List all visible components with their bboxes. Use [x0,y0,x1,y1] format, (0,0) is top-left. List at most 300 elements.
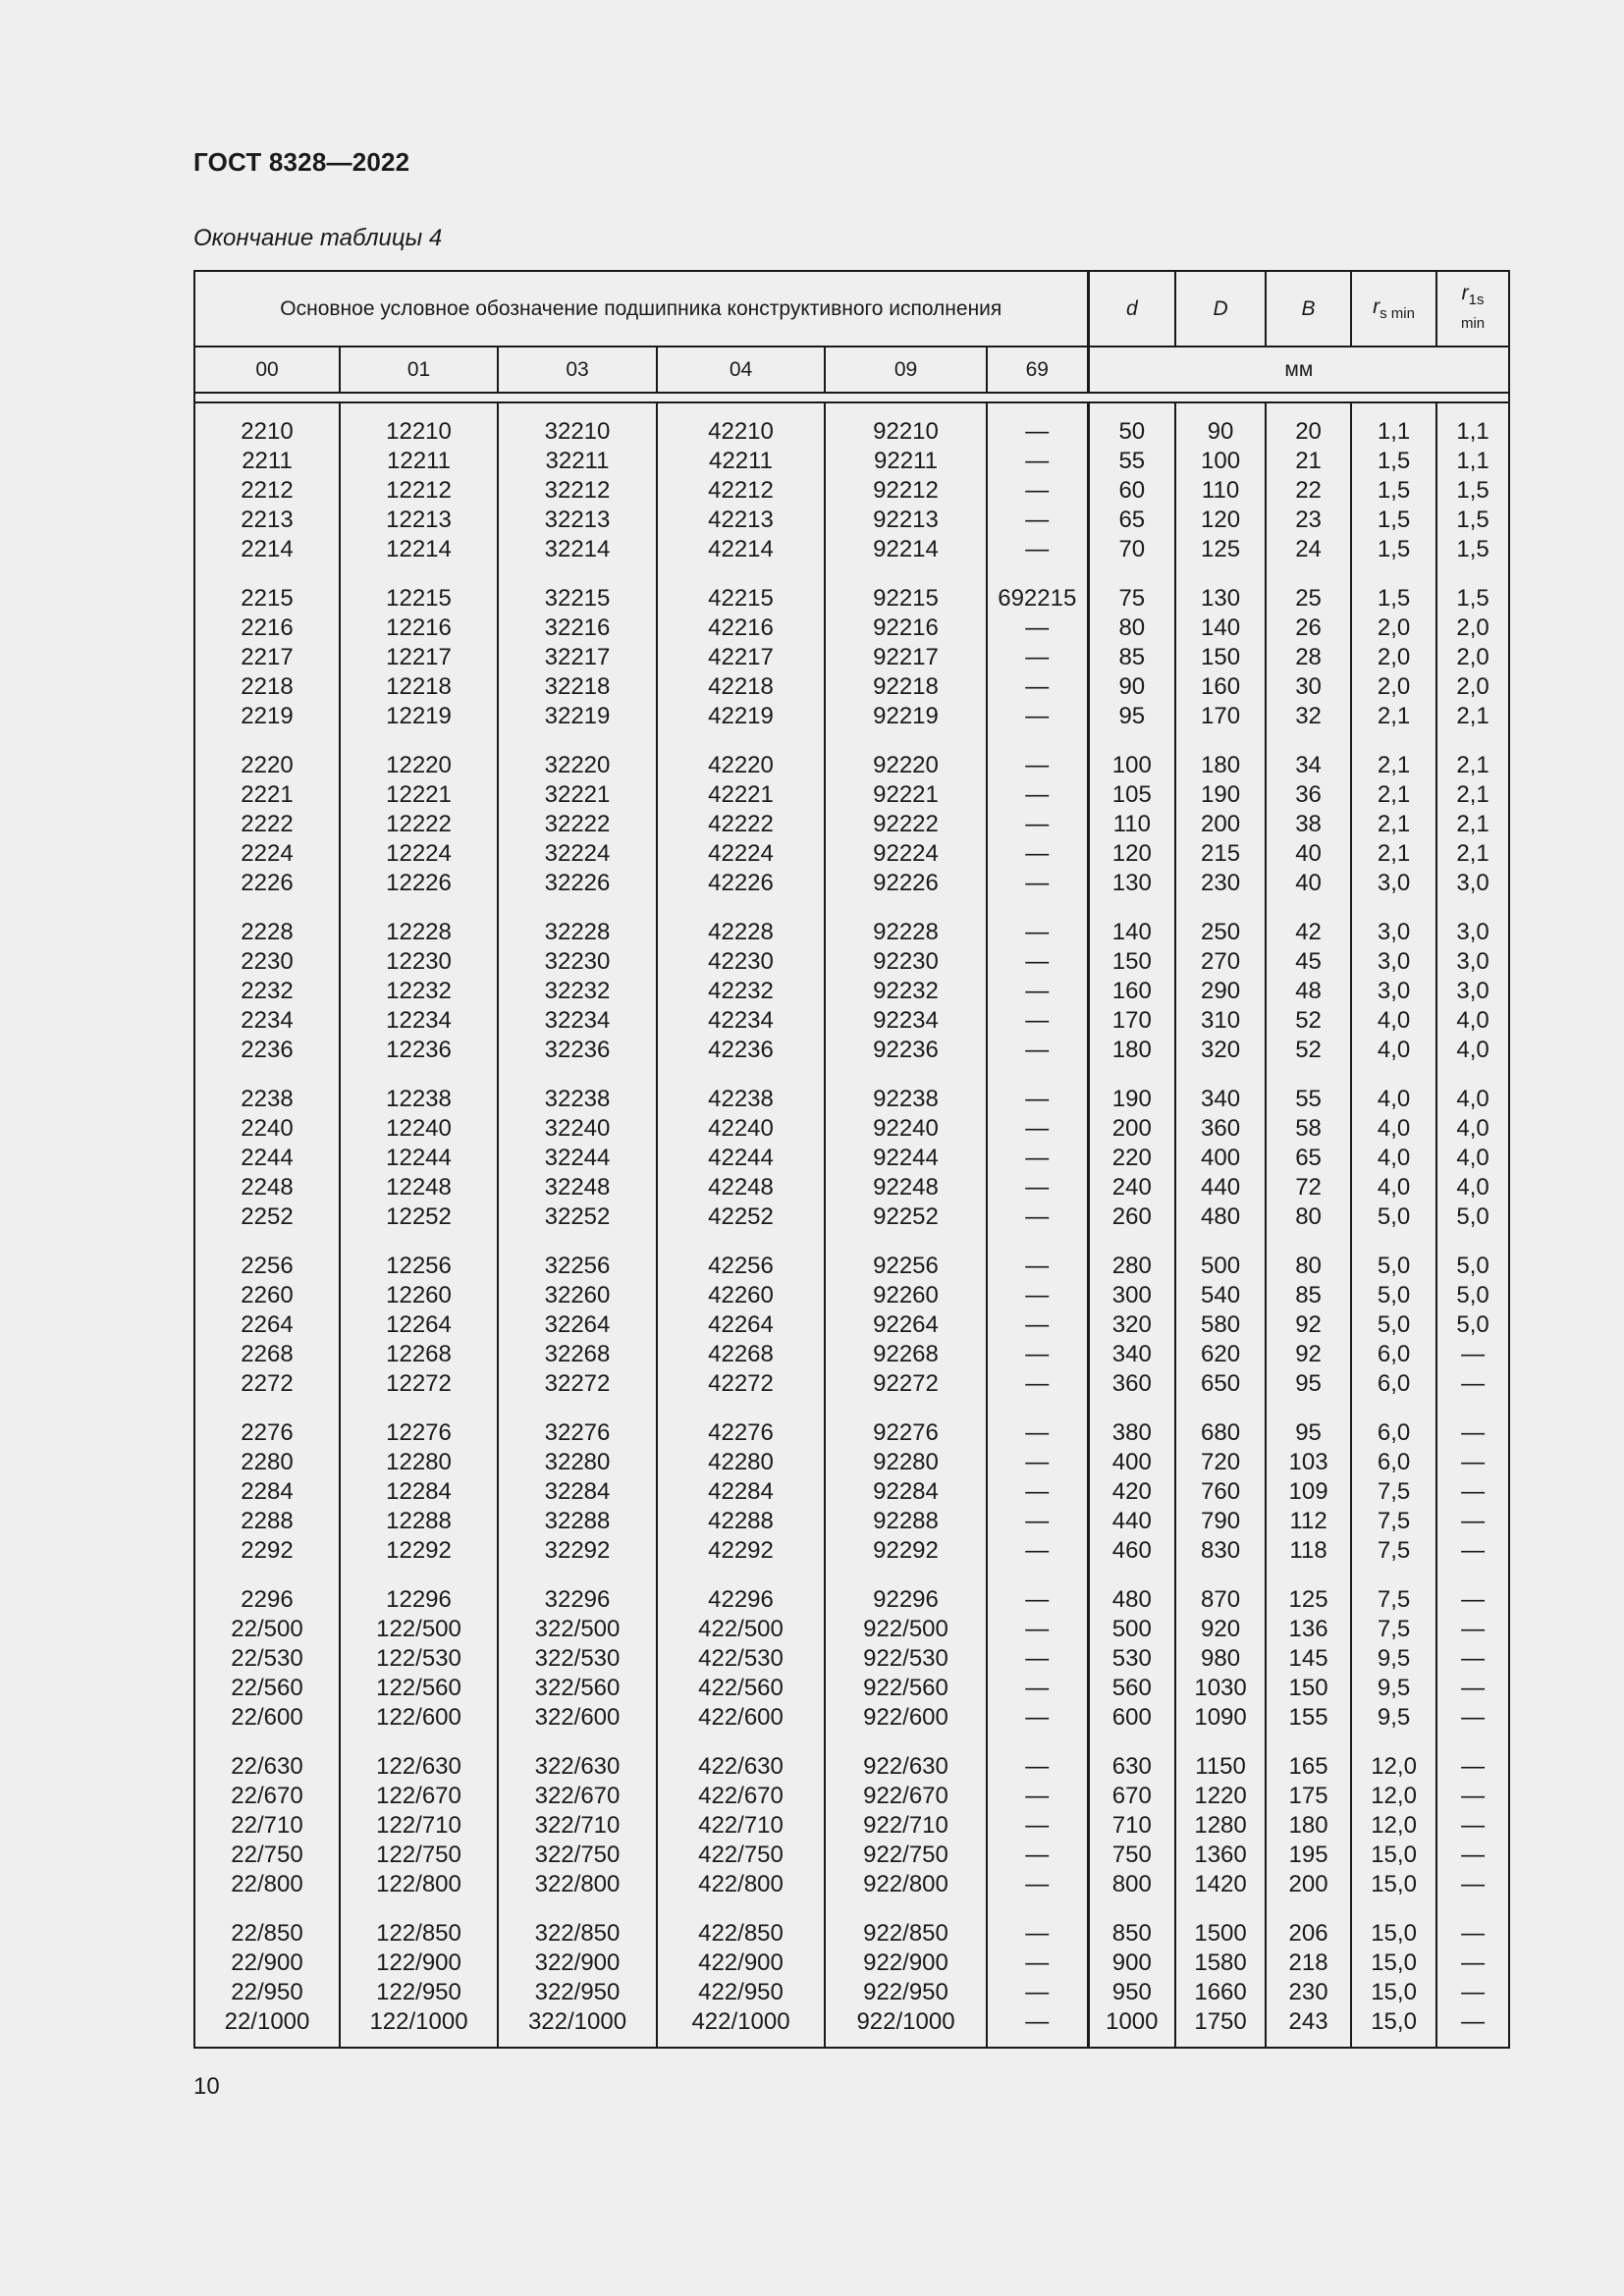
table-cell: — [987,614,1088,643]
table-cell: 2217 [194,643,340,672]
table-cell: 922/500 [825,1615,987,1644]
table-cell: 12219 [340,702,498,731]
table-cell: 530 [1088,1644,1175,1674]
table-cell: 420 [1088,1477,1175,1507]
table-cell: 422/950 [657,1978,825,2007]
table-cell: 32 [1266,702,1351,731]
table-cell: 12272 [340,1369,498,1399]
table-cell: 42244 [657,1144,825,1173]
table-cell: 360 [1088,1369,1175,1399]
table-cell: — [987,1281,1088,1310]
table-cell: 120 [1088,839,1175,869]
table-cell: 42234 [657,1006,825,1036]
table-cell: 922/800 [825,1870,987,1899]
table-cell: 2,1 [1436,810,1509,839]
table-cell: — [1436,1418,1509,1448]
table-cell: 32215 [498,584,657,614]
table-cell: 110 [1088,810,1175,839]
table-cell: 300 [1088,1281,1175,1310]
table-cell: 42240 [657,1114,825,1144]
table-cell: 322/750 [498,1841,657,1870]
table-cell: 1580 [1175,1949,1266,1978]
table-row [194,1841,1509,1870]
table-cell: 125 [1175,535,1266,564]
table-cell: 12,0 [1351,1782,1436,1811]
table-cell: 42212 [657,476,825,506]
table-row [194,476,1509,506]
table-cell: 4,0 [1351,1006,1436,1036]
table-cell: 125 [1266,1585,1351,1615]
table-cell: 1090 [1175,1703,1266,1733]
table-cell: 760 [1175,1477,1266,1507]
table-cell: 830 [1175,1536,1266,1566]
table-row [194,584,1509,614]
table-cell: 42238 [657,1085,825,1114]
table-cell: 2220 [194,751,340,780]
table-cell: 5,0 [1351,1310,1436,1340]
table-row [194,1919,1509,1949]
table-cell: 6,0 [1351,1418,1436,1448]
table-cell: 6,0 [1351,1448,1436,1477]
table-cell: 243 [1266,2007,1351,2037]
table-cell: 270 [1175,947,1266,977]
row-group [194,1418,1509,1566]
table-cell: 2292 [194,1536,340,1566]
table-cell: 155 [1266,1703,1351,1733]
table-cell: — [987,1340,1088,1369]
table-cell: 2222 [194,810,340,839]
table-cell: 422/800 [657,1870,825,1899]
table-cell: 12296 [340,1585,498,1615]
table-cell: 422/1000 [657,2007,825,2037]
table-cell: 12,0 [1351,1811,1436,1841]
table-cell: 26 [1266,614,1351,643]
table-cell: 92228 [825,918,987,947]
table-cell: 2272 [194,1369,340,1399]
table-cell: 5,0 [1351,1281,1436,1310]
table-row [194,506,1509,535]
table-cell: 2,1 [1351,702,1436,731]
table-row [194,643,1509,672]
table-cell: 9,5 [1351,1703,1436,1733]
table-cell: 950 [1088,1978,1175,2007]
table-cell: 12221 [340,780,498,810]
table-cell: 42211 [657,447,825,476]
table-cell: 52 [1266,1036,1351,1065]
table-cell: 92230 [825,947,987,977]
table-cell: 40 [1266,869,1351,898]
table-cell: 2228 [194,918,340,947]
table-cell: 42260 [657,1281,825,1310]
table-cell: 230 [1266,1978,1351,2007]
table-cell: 22/850 [194,1919,340,1949]
table-cell: 9,5 [1351,1644,1436,1674]
table-row [194,1703,1509,1733]
table-cell: — [1436,2007,1509,2037]
table-cell: 42228 [657,918,825,947]
table-cell: 92 [1266,1340,1351,1369]
table-cell: 692215 [987,584,1088,614]
table-row [194,977,1509,1006]
table-cell: 32228 [498,918,657,947]
table-cell: 12252 [340,1202,498,1232]
table-cell: 22/900 [194,1949,340,1978]
table-cell: — [1436,1585,1509,1615]
table-cell: 32211 [498,447,657,476]
table-cell: — [1436,1340,1509,1369]
table-cell: 922/670 [825,1782,987,1811]
table-cell: 12234 [340,1006,498,1036]
table-cell: 30 [1266,672,1351,702]
table-row [194,1281,1509,1310]
table-cell: — [987,1703,1088,1733]
table-cell: 22/630 [194,1752,340,1782]
table-cell: 92252 [825,1202,987,1232]
table-cell: 2214 [194,535,340,564]
table-cell: 42214 [657,535,825,564]
table-cell: 145 [1266,1644,1351,1674]
table-cell: 92232 [825,977,987,1006]
table-cell: 5,0 [1436,1252,1509,1281]
table-cell: 2238 [194,1085,340,1114]
table-cell: 1420 [1175,1870,1266,1899]
header-rs-sub: s min [1380,305,1415,323]
table-cell: 422/750 [657,1841,825,1870]
table-row [194,839,1509,869]
table-cell: 25 [1266,584,1351,614]
table-cell: 12220 [340,751,498,780]
table-cell: 92210 [825,417,987,447]
table-cell: 42226 [657,869,825,898]
table-cell: 12268 [340,1340,498,1369]
table-cell: 322/670 [498,1782,657,1811]
table-cell: 95 [1088,702,1175,731]
row-group [194,1085,1509,1232]
table-cell: 15,0 [1351,1919,1436,1949]
table-cell: — [987,1674,1088,1703]
table-cell: 322/560 [498,1674,657,1703]
table-cell: 42213 [657,506,825,535]
table-cell: 12211 [340,447,498,476]
table-cell: 922/710 [825,1811,987,1841]
table-cell: 160 [1088,977,1175,1006]
table-cell: — [987,1978,1088,2007]
table-cell: — [987,1782,1088,1811]
table-cell: — [987,1173,1088,1202]
table-cell: — [987,535,1088,564]
table-cell: 2288 [194,1507,340,1536]
table-cell: 32230 [498,947,657,977]
table-cell: 12215 [340,584,498,614]
table-cell: 65 [1266,1144,1351,1173]
table-cell: 400 [1175,1144,1266,1173]
table-cell: 15,0 [1351,1949,1436,1978]
header-designation: Основное условное обозначение подшипника конструктивного исполнения [194,271,1088,347]
table-cell: 850 [1088,1919,1175,1949]
table-cell: 3,0 [1436,869,1509,898]
table-cell: 122/950 [340,1978,498,2007]
table-cell: 90 [1175,417,1266,447]
table-cell: 21 [1266,447,1351,476]
table-cell: 580 [1175,1310,1266,1340]
table-cell: 42284 [657,1477,825,1507]
table-cell: 12214 [340,535,498,564]
table-cell: 2256 [194,1252,340,1281]
table-cell: 240 [1088,1173,1175,1202]
table-cell: — [987,1085,1088,1114]
table-cell: 72 [1266,1173,1351,1202]
table-cell: 92216 [825,614,987,643]
table-cell: 32226 [498,869,657,898]
table-cell: 85 [1088,643,1175,672]
row-group [194,1752,1509,1899]
table-cell: 422/530 [657,1644,825,1674]
table-cell: 32276 [498,1418,657,1448]
table-cell: 150 [1266,1674,1351,1703]
table-cell: 5,0 [1436,1202,1509,1232]
header-rs-min [1351,271,1436,347]
table-cell: — [1436,1978,1509,2007]
table-cell: 42224 [657,839,825,869]
header-d: d [1088,271,1175,347]
table-cell: 710 [1088,1811,1175,1841]
table-cell: 32214 [498,535,657,564]
table-cell: 2232 [194,977,340,1006]
table-cell: 4,0 [1351,1085,1436,1114]
table-row [194,2007,1509,2037]
table-cell: 4,0 [1351,1036,1436,1065]
table-cell: 42236 [657,1036,825,1065]
table-cell: 12292 [340,1536,498,1566]
table-cell: 5,0 [1351,1252,1436,1281]
table-cell: — [1436,1507,1509,1536]
table-cell: 42280 [657,1448,825,1477]
table-cell: 75 [1088,584,1175,614]
table-cell: 922/850 [825,1919,987,1949]
table-cell: 42218 [657,672,825,702]
table-cell: 122/900 [340,1949,498,1978]
table-cell: 422/850 [657,1919,825,1949]
table-cell: — [987,1114,1088,1144]
table-cell: 218 [1266,1949,1351,1978]
table-cell: 92222 [825,810,987,839]
subheader-69: 69 [987,347,1088,393]
table-cell: — [1436,1782,1509,1811]
table-cell: 32210 [498,417,657,447]
table-cell: — [987,1536,1088,1566]
table-cell: 150 [1088,947,1175,977]
table-cell: 1000 [1088,2007,1175,2037]
table-cell: 32252 [498,1202,657,1232]
table-cell: 120 [1175,506,1266,535]
table-cell: 12216 [340,614,498,643]
table-cell: 6,0 [1351,1369,1436,1399]
table-cell: 1030 [1175,1674,1266,1703]
table-cell: 680 [1175,1418,1266,1448]
table-cell: 2,1 [1351,839,1436,869]
table-cell: 32292 [498,1536,657,1566]
table-cell: 200 [1175,810,1266,839]
table-cell: 2,0 [1351,643,1436,672]
table-cell: 12256 [340,1252,498,1281]
table-cell: 42264 [657,1310,825,1340]
table-cell: — [987,1841,1088,1870]
table-cell: 32248 [498,1173,657,1202]
table-cell: 2260 [194,1281,340,1310]
table-cell: 92260 [825,1281,987,1310]
table-cell: 92288 [825,1507,987,1536]
table-cell: 1,1 [1436,417,1509,447]
table-cell: 24 [1266,535,1351,564]
table-cell: 1,5 [1351,447,1436,476]
table-cell: 32220 [498,751,657,780]
table-cell: 32222 [498,810,657,839]
table-cell: 92244 [825,1144,987,1173]
table-cell: 32284 [498,1477,657,1507]
table-cell: — [987,1644,1088,1674]
table-cell: 92248 [825,1173,987,1202]
row-group [194,1252,1509,1399]
table-cell: 85 [1266,1281,1351,1310]
table-cell: 322/950 [498,1978,657,2007]
table-cell: 65 [1088,506,1175,535]
table-cell: — [987,751,1088,780]
table-row [194,1782,1509,1811]
table-cell: 32224 [498,839,657,869]
row-group [194,417,1509,564]
table-cell: 92224 [825,839,987,869]
table-cell: 250 [1175,918,1266,947]
table-row [194,1369,1509,1399]
table-cell: 2280 [194,1448,340,1477]
table-cell: 12284 [340,1477,498,1507]
table-cell: 122/600 [340,1703,498,1733]
table-cell: 32238 [498,1085,657,1114]
table-cell: 630 [1088,1752,1175,1782]
table-cell: 1,5 [1436,506,1509,535]
table-cell: 620 [1175,1340,1266,1369]
table-row [194,1644,1509,1674]
table-cell: 3,0 [1351,918,1436,947]
header-r1s-sub2: min [1460,315,1486,333]
table-cell: 600 [1088,1703,1175,1733]
table-cell: 922/950 [825,1978,987,2007]
table-cell: 2240 [194,1114,340,1144]
table-cell: 32234 [498,1006,657,1036]
table-cell: 42256 [657,1252,825,1281]
table-cell: — [987,476,1088,506]
table-cell: 160 [1175,672,1266,702]
table-cell: — [987,839,1088,869]
table-cell: 80 [1088,614,1175,643]
table-cell: 4,0 [1351,1173,1436,1202]
table-cell: 12276 [340,1418,498,1448]
table-cell: 2,1 [1351,810,1436,839]
table-cell: 42217 [657,643,825,672]
table-cell: 175 [1266,1782,1351,1811]
table-cell: 900 [1088,1949,1175,1978]
table-cell: 4,0 [1351,1114,1436,1144]
table-cell: 22/800 [194,1870,340,1899]
table-cell: 5,0 [1351,1202,1436,1232]
table-cell: 92268 [825,1340,987,1369]
table-cell: — [987,672,1088,702]
table-cell: — [987,780,1088,810]
table-cell: 12226 [340,869,498,898]
table-cell: 95 [1266,1369,1351,1399]
table-cell: — [1436,1448,1509,1477]
table-row [194,780,1509,810]
table-cell: 922/630 [825,1752,987,1782]
table-cell: 1,1 [1436,447,1509,476]
table-row [194,1418,1509,1448]
table-cell: — [1436,1949,1509,1978]
table-cell: 122/750 [340,1841,498,1870]
table-cell: 92272 [825,1369,987,1399]
header-D: D [1175,271,1266,347]
table-cell: 922/750 [825,1841,987,1870]
table-cell: 92292 [825,1536,987,1566]
table-cell: — [987,643,1088,672]
table-cell: 920 [1175,1615,1266,1644]
table-cell: 92215 [825,584,987,614]
table-row [194,614,1509,643]
table-cell: 2,1 [1436,702,1509,731]
table-cell: 12224 [340,839,498,869]
table-cell: 42216 [657,614,825,643]
table-cell: 60 [1088,476,1175,506]
table-cell: 422/630 [657,1752,825,1782]
table-row [194,1811,1509,1841]
table-cell: 32280 [498,1448,657,1477]
table-cell: — [987,869,1088,898]
table-cell: 1220 [1175,1782,1266,1811]
table-cell: 6,0 [1351,1340,1436,1369]
table-cell: 1,5 [1436,584,1509,614]
table-row [194,535,1509,564]
table-cell: 480 [1088,1585,1175,1615]
table-cell: 670 [1088,1782,1175,1811]
header-B: B [1266,271,1351,347]
table-cell: 170 [1088,1006,1175,1036]
table-cell: — [1436,1536,1509,1566]
table-cell: 230 [1175,869,1266,898]
table-cell: 500 [1175,1252,1266,1281]
table-cell: 1,5 [1351,506,1436,535]
table-cell: — [1436,1752,1509,1782]
table-cell: 38 [1266,810,1351,839]
table-cell: 55 [1088,447,1175,476]
table-cell: 500 [1088,1615,1175,1644]
table-cell: 32221 [498,780,657,810]
table-cell: — [1436,1674,1509,1703]
table-cell: 1500 [1175,1919,1266,1949]
table-cell: 2,0 [1436,643,1509,672]
table-cell: 12218 [340,672,498,702]
subheader-04: 04 [657,347,825,393]
table-cell: 7,5 [1351,1477,1436,1507]
table-cell: 32217 [498,643,657,672]
table-row [194,1202,1509,1232]
table-cell: 540 [1175,1281,1266,1310]
table-cell: 100 [1175,447,1266,476]
table-cell: 1750 [1175,2007,1266,2037]
table-cell: 92220 [825,751,987,780]
table-cell: 42268 [657,1340,825,1369]
table-cell: 92219 [825,702,987,731]
table-cell: 130 [1175,584,1266,614]
table-cell: 980 [1175,1644,1266,1674]
